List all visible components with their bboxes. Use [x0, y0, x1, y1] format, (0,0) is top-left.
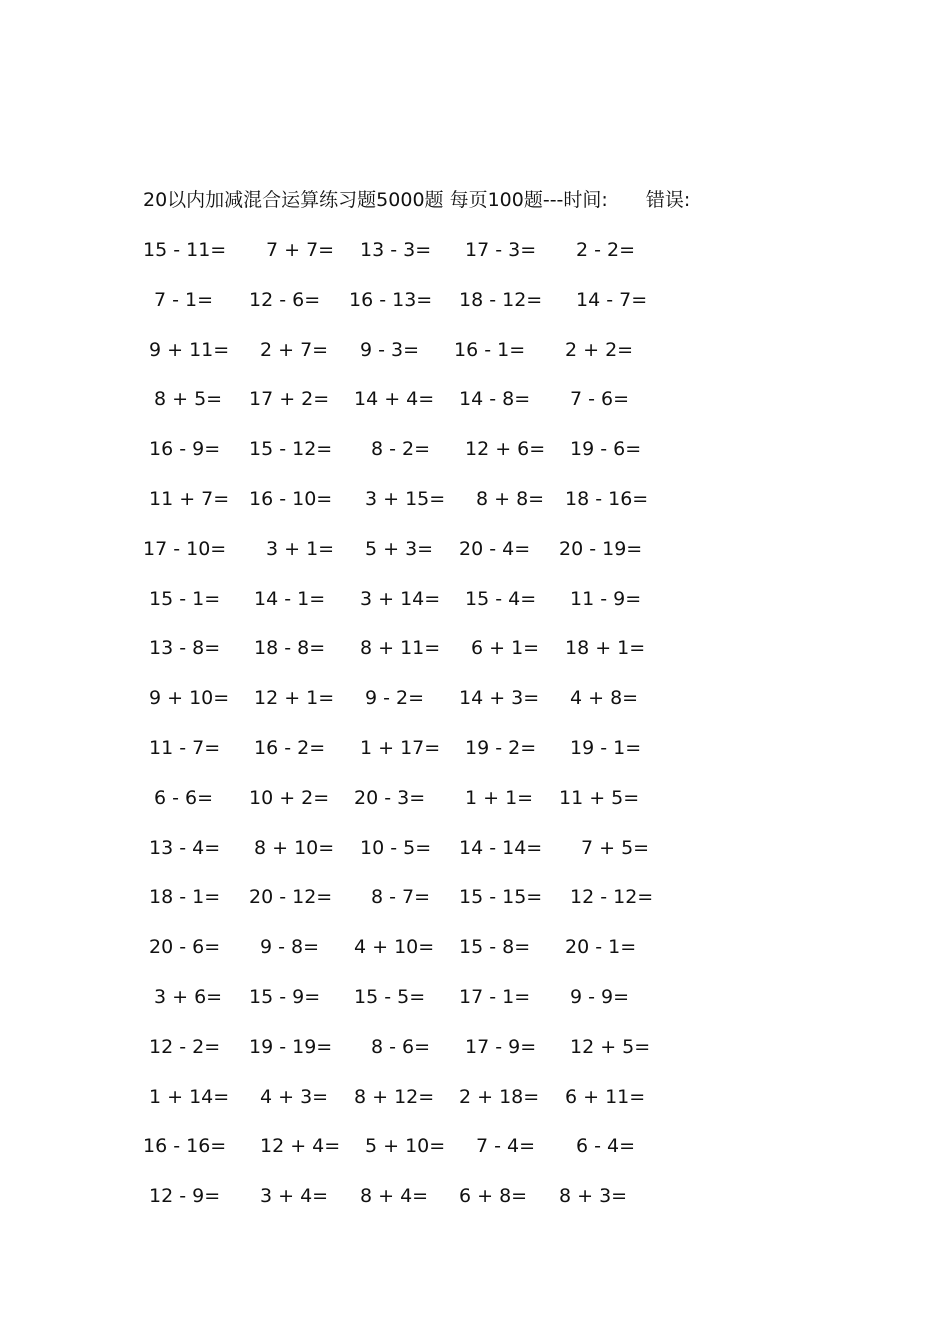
problem-item: 9 - 8=	[260, 936, 320, 959]
problem-item: 6 - 4=	[576, 1135, 636, 1158]
problem-row	[143, 1034, 703, 1084]
problem-item: 9 - 3=	[360, 338, 420, 361]
problem-item: 8 + 4=	[360, 1185, 429, 1208]
problem-item: 4 + 10=	[354, 936, 435, 959]
problem-item: 19 - 2=	[465, 736, 537, 759]
problem-item: 14 + 4=	[354, 388, 435, 411]
problem-item: 17 - 1=	[459, 985, 531, 1008]
problem-grid	[143, 237, 703, 1233]
problem-item: 3 + 4=	[260, 1185, 329, 1208]
problem-item: 16 - 16=	[143, 1135, 227, 1158]
problem-item: 16 - 9=	[149, 438, 221, 461]
problem-item: 8 - 2=	[371, 438, 431, 461]
problem-item: 13 - 8=	[149, 637, 221, 660]
problem-item: 14 + 3=	[459, 687, 540, 710]
problem-item: 12 - 9=	[149, 1185, 221, 1208]
problem-item: 18 - 16=	[565, 487, 649, 510]
problem-item: 12 - 12=	[570, 886, 654, 909]
problem-item: 5 + 10=	[365, 1135, 446, 1158]
problem-row	[143, 486, 703, 536]
problem-item: 8 + 11=	[360, 637, 441, 660]
problem-item: 7 + 7=	[266, 239, 335, 261]
worksheet-title: 20以内加减混合运算练习题5000题 每页100题---时间:	[143, 189, 608, 211]
problem-item: 3 + 15=	[365, 487, 446, 510]
problem-item: 17 - 10=	[143, 537, 227, 560]
problem-item: 17 - 9=	[465, 1035, 537, 1058]
problem-item: 18 - 8=	[254, 637, 326, 660]
problem-item: 17 + 2=	[249, 388, 330, 411]
problem-item: 11 + 5=	[559, 786, 640, 809]
problem-item: 4 + 8=	[570, 687, 639, 710]
problem-item: 8 + 5=	[154, 388, 223, 411]
problem-item: 16 - 13=	[349, 288, 433, 311]
problem-item: 3 + 14=	[360, 587, 441, 610]
problem-row	[143, 835, 703, 885]
problem-item: 15 - 9=	[249, 985, 321, 1008]
problem-row	[143, 1133, 703, 1183]
problem-item: 7 + 5=	[581, 836, 650, 859]
problem-item: 18 - 1=	[149, 886, 221, 909]
problem-item: 11 + 7=	[149, 487, 230, 510]
problem-item: 19 - 1=	[570, 736, 642, 759]
errors-label: 错误:	[645, 189, 691, 211]
problem-item: 15 - 4=	[465, 587, 537, 610]
problem-item: 8 + 10=	[254, 836, 335, 859]
problem-item: 6 + 11=	[565, 1085, 646, 1108]
problem-item: 15 - 1=	[149, 587, 221, 610]
problem-item: 3 + 1=	[266, 537, 335, 560]
problem-item: 3 + 6=	[154, 985, 223, 1008]
problem-item: 1 + 14=	[149, 1085, 230, 1108]
problem-item: 2 + 7=	[260, 338, 329, 361]
problem-item: 9 - 2=	[365, 687, 425, 710]
problem-item: 16 - 2=	[254, 736, 326, 759]
problem-item: 7 - 4=	[476, 1135, 536, 1158]
problem-row	[143, 536, 703, 586]
problem-item: 15 - 5=	[354, 985, 426, 1008]
problem-item: 9 + 10=	[149, 687, 230, 710]
problem-item: 7 - 1=	[154, 288, 214, 311]
problem-item: 20 - 1=	[565, 936, 637, 959]
problem-item: 10 + 2=	[249, 786, 330, 809]
problem-item: 16 - 10=	[249, 487, 333, 510]
problem-item: 16 - 1=	[454, 338, 526, 361]
problem-item: 11 - 9=	[570, 587, 642, 610]
problem-row	[143, 1084, 703, 1134]
problem-item: 15 - 8=	[459, 936, 531, 959]
problem-item: 12 + 4=	[260, 1135, 341, 1158]
problem-item: 20 - 6=	[149, 936, 221, 959]
problem-item: 6 + 8=	[459, 1185, 528, 1208]
problem-row	[143, 436, 703, 486]
problem-item: 5 + 3=	[365, 537, 434, 560]
problem-row	[143, 1183, 703, 1233]
problem-row	[143, 237, 703, 287]
problem-item: 18 - 12=	[459, 288, 543, 311]
problem-item: 8 - 6=	[371, 1035, 431, 1058]
problem-item: 9 - 9=	[570, 985, 630, 1008]
problem-item: 1 + 17=	[360, 736, 441, 759]
problem-item: 12 + 5=	[570, 1035, 651, 1058]
problem-row	[143, 934, 703, 984]
problem-item: 14 - 8=	[459, 388, 531, 411]
problem-item: 12 + 1=	[254, 687, 335, 710]
problem-item: 12 + 6=	[465, 438, 546, 461]
problem-row	[143, 984, 703, 1034]
worksheet-header	[143, 187, 690, 213]
problem-item: 2 - 2=	[576, 239, 636, 261]
problem-item: 19 - 6=	[570, 438, 642, 461]
problem-item: 6 - 6=	[154, 786, 214, 809]
problem-item: 15 - 12=	[249, 438, 333, 461]
problem-row	[143, 884, 703, 934]
problem-row	[143, 386, 703, 436]
problem-item: 18 + 1=	[565, 637, 646, 660]
problem-row	[143, 735, 703, 785]
problem-item: 4 + 3=	[260, 1085, 329, 1108]
problem-item: 12 - 6=	[249, 288, 321, 311]
problem-item: 17 - 3=	[465, 239, 537, 261]
problem-item: 2 + 2=	[565, 338, 634, 361]
problem-item: 8 - 7=	[371, 886, 431, 909]
problem-item: 15 - 11=	[143, 239, 227, 261]
problem-item: 20 - 12=	[249, 886, 333, 909]
problem-item: 7 - 6=	[570, 388, 630, 411]
problem-item: 9 + 11=	[149, 338, 230, 361]
problem-item: 14 - 1=	[254, 587, 326, 610]
problem-row	[143, 337, 703, 387]
problem-item: 1 + 1=	[465, 786, 534, 809]
problem-item: 13 - 4=	[149, 836, 221, 859]
problem-row	[143, 785, 703, 835]
problem-item: 10 - 5=	[360, 836, 432, 859]
problem-item: 19 - 19=	[249, 1035, 333, 1058]
problem-item: 14 - 14=	[459, 836, 543, 859]
problem-item: 8 + 8=	[476, 487, 545, 510]
problem-item: 13 - 3=	[360, 239, 432, 261]
problem-item: 12 - 2=	[149, 1035, 221, 1058]
problem-item: 15 - 15=	[459, 886, 543, 909]
problem-row	[143, 635, 703, 685]
problem-item: 20 - 19=	[559, 537, 643, 560]
problem-item: 2 + 18=	[459, 1085, 540, 1108]
problem-item: 6 + 1=	[471, 637, 540, 660]
problem-row	[143, 586, 703, 636]
problem-item: 8 + 3=	[559, 1185, 628, 1208]
problem-item: 8 + 12=	[354, 1085, 435, 1108]
problem-row	[143, 287, 703, 337]
problem-item: 14 - 7=	[576, 288, 648, 311]
problem-row	[143, 685, 703, 735]
problem-item: 11 - 7=	[149, 736, 221, 759]
problem-item: 20 - 4=	[459, 537, 531, 560]
problem-item: 20 - 3=	[354, 786, 426, 809]
